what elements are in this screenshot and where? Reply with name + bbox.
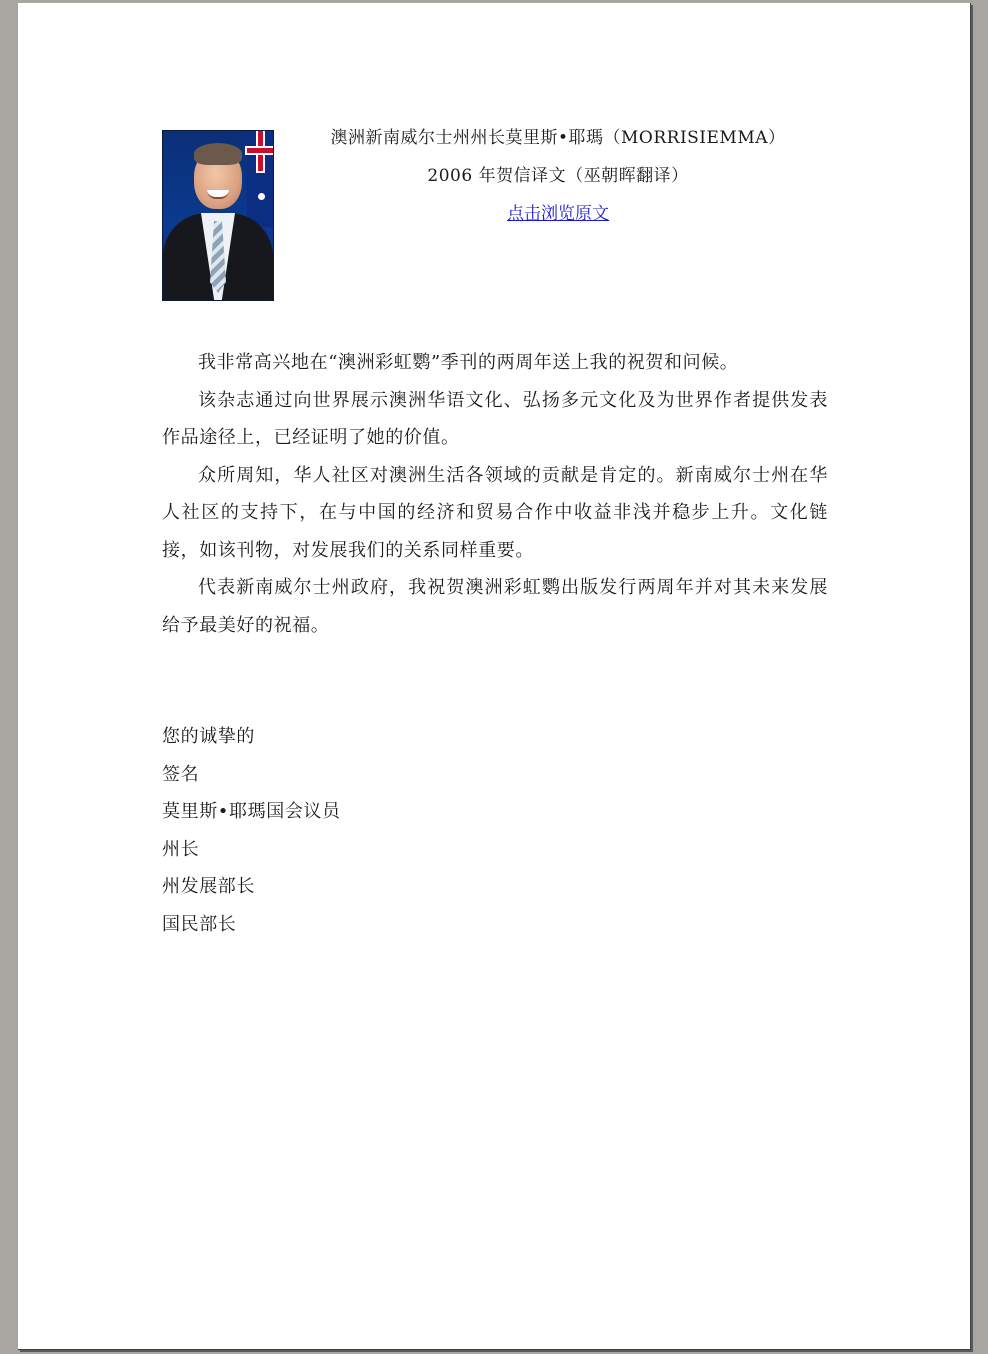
paragraph: 代表新南威尔士州政府，我祝贺澳洲彩虹鹦出版发行两周年并对其未来发展给予最美好的祝福。 bbox=[162, 577, 828, 636]
hair bbox=[194, 143, 242, 165]
closing-line: 您的诚挚的 bbox=[162, 726, 255, 747]
view-original-link[interactable]: 点击浏览原文 bbox=[507, 204, 609, 224]
closing-line: 国民部长 bbox=[162, 913, 237, 935]
paragraph: 该杂志通过向世界展示澳洲华语文化、弘扬多元文化及为世界作者提供发表作品途径上，已经证明了她的价值。 bbox=[162, 389, 828, 448]
view-original-link-wrapper bbox=[288, 203, 828, 225]
portrait-photo bbox=[162, 130, 274, 301]
document-title-line1: 澳洲新南威尔士州州长莫里斯•耶瑪（MORRISIEMMA） bbox=[330, 128, 786, 148]
letter-body bbox=[162, 344, 828, 644]
document-title-line2: 2006 年贺信译文（巫朝晖翻译） bbox=[427, 166, 689, 186]
closing-line: 州长 bbox=[162, 838, 200, 860]
paragraph: 我非常高兴地在“澳洲彩虹鹦”季刊的两周年送上我的祝贺和问候。 bbox=[198, 352, 739, 373]
closing-line: 莫里斯•耶瑪国会议员 bbox=[162, 801, 341, 822]
closing-line: 签名 bbox=[162, 763, 200, 785]
paragraph: 众所周知，华人社区对澳洲生活各领域的贡献是肯定的。新南威尔士州在华人社区的支持下，在与中国的经济和贸易合作中收益非浅并稳步上升。文化链接，如该刊物，对发展我们的关系同样重要。 bbox=[162, 464, 828, 561]
letter-closing bbox=[162, 718, 341, 943]
flag-background bbox=[247, 131, 273, 227]
closing-line: 州发展部长 bbox=[162, 876, 255, 897]
document-page bbox=[18, 3, 971, 1350]
